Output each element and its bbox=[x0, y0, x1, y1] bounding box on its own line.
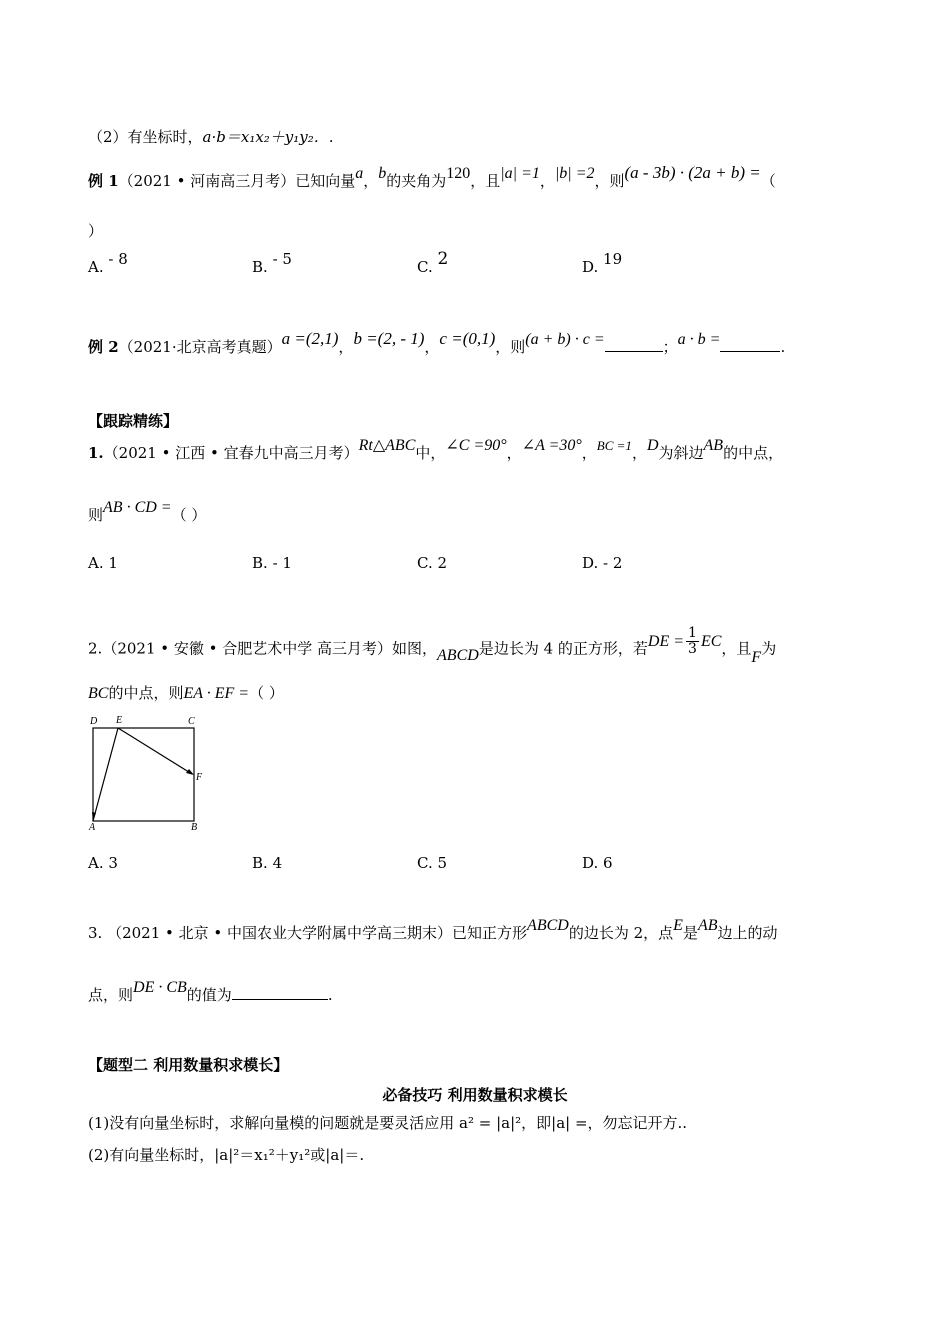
q1-option-a: A. 1 bbox=[88, 554, 118, 572]
q2-source: （2021 • 安徽 • 合肥艺术中学 高三月考）如图， bbox=[102, 639, 438, 658]
section2-line2: (2)有向量坐标时，|a|²＝x₁²＋y₁²或|a|＝. bbox=[88, 1146, 365, 1164]
intro-formula: a·b＝x₁x₂＋y₁y₂．. bbox=[202, 128, 334, 146]
q3-line2: 点，则DE · CB的值为 . bbox=[88, 979, 333, 1004]
q1-option-b: B. - 1 bbox=[252, 554, 292, 572]
example1-paren-open: （ bbox=[760, 172, 776, 190]
example2-b: b =(2, - 1) bbox=[353, 329, 425, 348]
example1-paren-close: ） bbox=[88, 222, 104, 240]
q2-line2: BC的中点，则EA · EF =（ ） bbox=[88, 684, 284, 702]
example2-c: c =(0,1) bbox=[439, 329, 496, 348]
arrow-ef bbox=[186, 769, 194, 775]
q1-expr: AB · CD = bbox=[103, 499, 172, 516]
q1-option-c: C. 2 bbox=[417, 554, 448, 572]
example2-a: a =(2,1) bbox=[281, 329, 339, 348]
example1-vec-b: b bbox=[378, 165, 387, 182]
q2-square-figure bbox=[86, 712, 210, 834]
example2-blank2 bbox=[720, 337, 780, 352]
intro-line bbox=[88, 126, 334, 148]
q1-option-d: D. - 2 bbox=[582, 554, 623, 572]
q1-line2: 则AB · CD =（ ） bbox=[88, 499, 207, 524]
example2-label: 例 2 bbox=[88, 338, 119, 356]
q2-option-a: A. 3 bbox=[88, 854, 118, 872]
example1-abs-a: |a| =1 bbox=[500, 165, 540, 182]
example2-blank1 bbox=[605, 337, 663, 352]
label-b: B bbox=[191, 822, 198, 833]
q2-option-b: B. 4 bbox=[252, 854, 283, 872]
section2-subtitle: 必备技巧 利用数量积求模长 bbox=[382, 1086, 568, 1104]
example2-source: （2021·北京高考真题） bbox=[118, 338, 282, 356]
example1-angle: 120 bbox=[446, 165, 471, 182]
example1-option-a: A. - 8 bbox=[88, 250, 128, 276]
q1-source: （2021 • 江西 • 宜春九中高三月考） bbox=[103, 444, 359, 462]
example1-expr: (a - 3b) · (2a + b) = bbox=[624, 163, 761, 182]
segment-ef bbox=[118, 728, 192, 774]
segment-ea bbox=[93, 728, 118, 821]
example2-expr1: (a + b) · c = bbox=[525, 331, 605, 348]
section2-line1: (1)没有向量坐标时，求解向量模的问题就是要灵活应用 a² = |a|²，即|a| =，勿忘记开方.. bbox=[88, 1114, 688, 1132]
example2-expr2: a · b = bbox=[677, 331, 721, 348]
q3-line: 3. （2021 • 北京 • 中国农业大学附属中学高三期末）已知正方形ABCD的边长为 2，点E是AB边上的动 bbox=[88, 917, 778, 942]
q2-num: 2. bbox=[88, 639, 103, 658]
q3-expr: DE · CB bbox=[133, 979, 187, 996]
label-e: E bbox=[116, 715, 123, 726]
example1-option-c: C. 2 bbox=[417, 249, 449, 276]
q3-source: （2021 • 北京 • 中国农业大学附属中学高三期末）已知正方形 bbox=[107, 924, 528, 942]
label-f: F bbox=[196, 772, 203, 783]
example1-option-d: D. 19 bbox=[582, 250, 623, 276]
q3-blank bbox=[232, 985, 328, 1000]
example1-option-b: B. - 5 bbox=[252, 250, 292, 276]
q2-option-d: D. 6 bbox=[582, 854, 613, 872]
example1-vec-a: a bbox=[355, 165, 364, 182]
square-abcd bbox=[93, 728, 194, 821]
intro-label: （2）有坐标时， bbox=[88, 128, 203, 146]
label-c: C bbox=[188, 716, 195, 727]
q2-line: 2.（2021 • 安徽 • 合肥艺术中学 高三月考）如图，ABCD是边长为 4 的正方形，若DE = $\frac{1}{3}$ EC，且F为 bbox=[88, 625, 777, 666]
tracking-header: 【跟踪精练】 bbox=[88, 412, 179, 430]
example2-line: 例 2（2021·北京高考真题）a =(2,1)，b =(2, - 1)，c =(0,1)，则(a + b) · c = ；a · b = . bbox=[88, 329, 786, 356]
q2-fraction: $\frac{1}{3}$ bbox=[688, 625, 697, 657]
label-d: D bbox=[90, 716, 98, 727]
section2-header: 【题型二 利用数量积求模长】 bbox=[88, 1056, 289, 1074]
example1-label: 例 1 bbox=[88, 172, 119, 190]
q2-expr: EA · EF = bbox=[183, 685, 250, 702]
example1-abs-b: |b| =2 bbox=[554, 165, 595, 182]
example1-source: （2021 • 河南高三月考）已知向量 bbox=[118, 172, 356, 190]
label-a: A bbox=[89, 822, 96, 833]
q2-option-c: C. 5 bbox=[417, 854, 448, 872]
q1-num: 1. bbox=[88, 444, 104, 462]
example1-line: 例 1（2021 • 河南高三月考）已知向量a，b的夹角为120，且|a| =1，|b| =2，则(a - 3b) · (2a + b) =（ bbox=[88, 163, 776, 190]
q3-num: 3. bbox=[88, 924, 103, 942]
q1-line: 1.（2021 • 江西 • 宜春九中高三月考）Rt△ABC中，∠C =90°，∠A =30°，BC =1，D为斜边AB的中点， bbox=[88, 437, 784, 462]
